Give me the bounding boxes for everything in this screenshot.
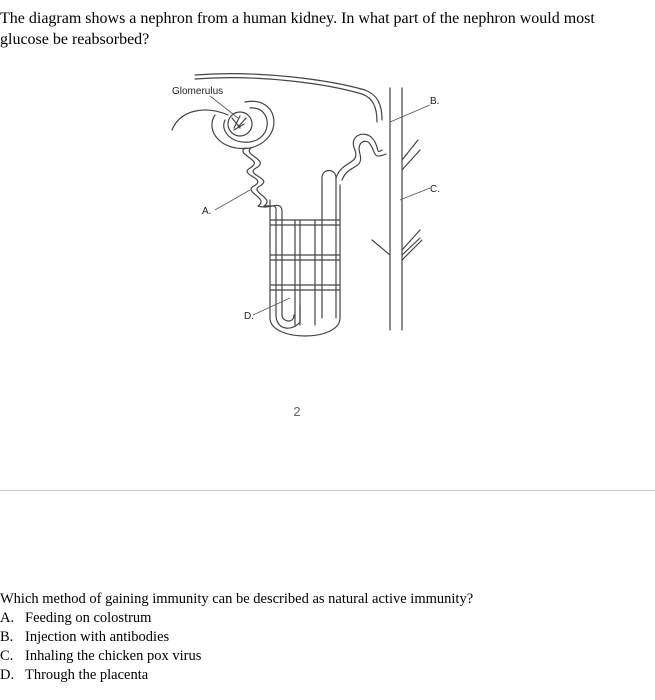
ascending-limb [322,171,336,319]
nephron-diagram [150,60,470,350]
duct-branch-bottom [372,238,420,255]
option-a: A. Feeding on colostrum [0,610,152,626]
loop-of-henle [276,305,300,328]
label-b: B. [430,96,440,107]
duct-branch-upper [402,140,420,170]
option-d: D. Through the placenta [0,667,149,683]
glomerulus-tuft [228,112,252,136]
label-glomerulus: Glomerulus [172,86,224,97]
page-number: 2 [293,404,301,419]
question-1-text: The diagram shows a nephron from a human kidney. In what part of the nephron would most glucose be reabsorbed? [0,10,595,48]
label-c: C. [430,184,440,195]
option-c: C. Inhaling the chicken pox virus [0,648,202,664]
distal-tubule-inner [342,141,386,180]
label-d: D. [244,311,254,322]
arteriole [172,110,228,130]
distal-tubule [336,134,382,178]
label-a: A. [202,206,212,217]
option-b: B. Injection with antibodies [0,629,170,645]
page-divider [0,490,655,491]
afferent-vessel-inner [195,78,377,122]
question-2 [0,590,640,685]
question-2-text: Which method of gaining immunity can be described as natural active immunity? [0,591,474,607]
capillary-network [270,220,340,325]
